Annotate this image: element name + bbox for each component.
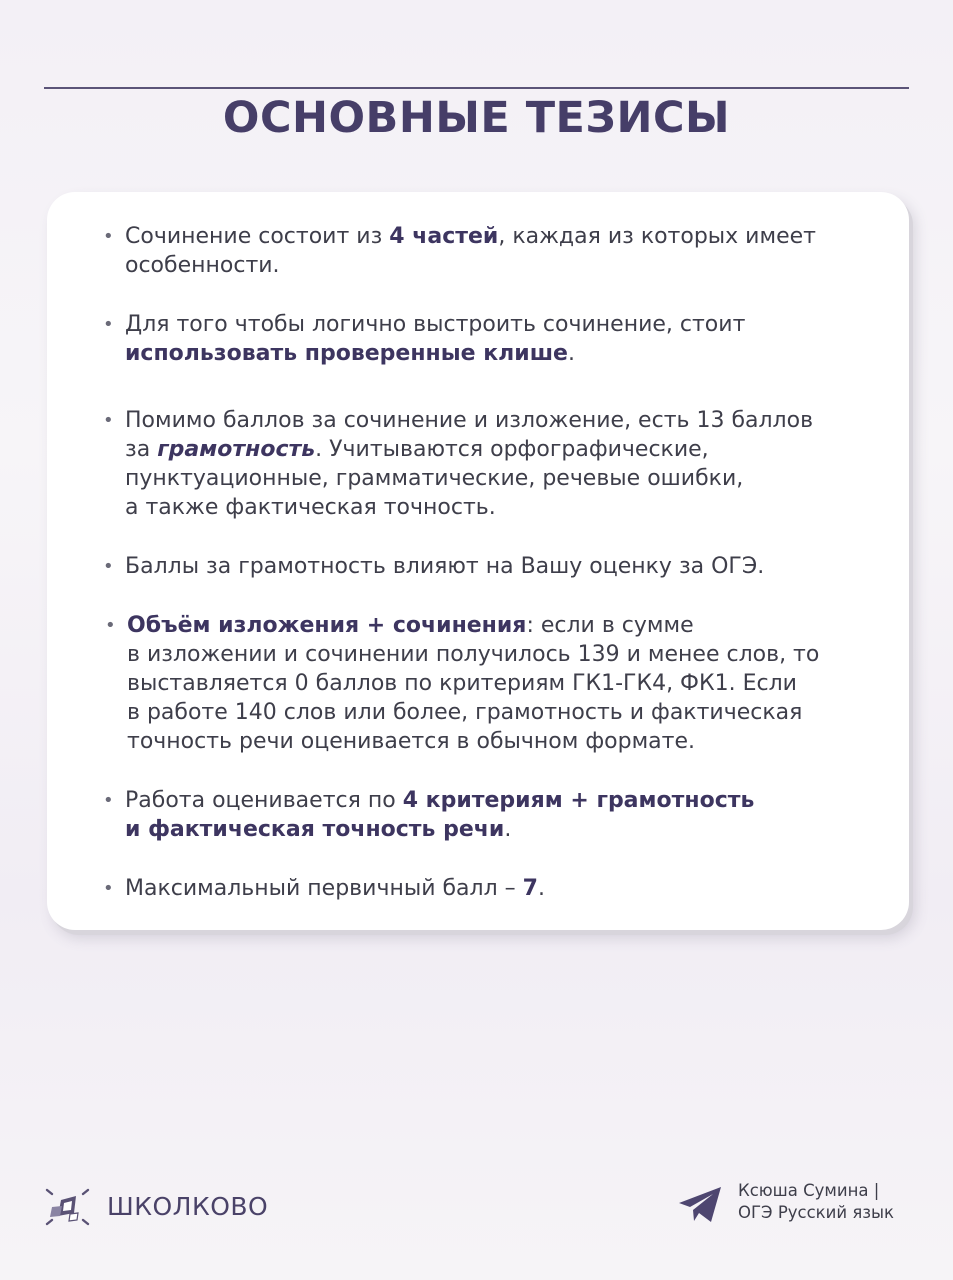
emphasis-italic-text: грамотность [157, 437, 316, 462]
thesis-line: пунктуационные, грамматические, речевые ошибки, [125, 466, 744, 491]
bullet-marker: • [103, 226, 114, 247]
bullet-marker: • [103, 410, 114, 431]
thesis-line: за грамотность. Учитываются орфографические, [125, 437, 709, 462]
emphasis-text: 4 частей [389, 224, 499, 249]
emphasis-text: 4 критериям + грамотность [402, 788, 755, 813]
bullet-marker: • [103, 314, 114, 335]
thesis-line: особенности. [125, 253, 280, 278]
thesis-line: точность речи оценивается в обычном формате. [127, 729, 695, 754]
bullet-marker: • [103, 878, 114, 899]
emphasis-text: использовать проверенные клише [125, 341, 568, 366]
thesis-line: Баллы за грамотность влияют на Вашу оценку за ОГЭ. [125, 554, 765, 579]
telegram-send-icon [678, 1186, 722, 1224]
thesis-line: Помимо баллов за сочинение и изложение, есть 13 баллов [125, 408, 814, 433]
thesis-line: в изложении и сочинении получилось 139 и менее слов, то [127, 642, 820, 667]
theses-card [47, 192, 909, 930]
thesis-line: Для того чтобы логично выстроить сочинение, стоит [125, 312, 746, 337]
thesis-line: выставляется 0 баллов по критериям ГК1-ГК4, ФК1. Если [127, 671, 797, 696]
thesis-line: Объём изложения + сочинения: если в сумме [127, 613, 694, 638]
thesis-line: и фактическая точность речи. [125, 817, 512, 842]
bullet-marker: • [103, 790, 114, 811]
thesis-text [127, 611, 867, 756]
thesis-text [125, 310, 865, 368]
thesis-text [125, 222, 865, 280]
thesis-line: а также фактическая точность. [125, 495, 496, 520]
emphasis-text: Объём изложения + сочинения [127, 613, 527, 638]
author-credit [738, 1180, 894, 1224]
bullet-marker: • [103, 556, 114, 577]
brand-name: ШКОЛКОВО [107, 1192, 269, 1221]
thesis-text [125, 786, 865, 844]
thesis-text [125, 406, 865, 522]
thesis-line: в работе 140 слов или более, грамотность и фактическая [127, 700, 803, 725]
page-title: ОСНОВНЫЕ ТЕЗИСЫ [222, 93, 731, 143]
thesis-text [125, 552, 865, 581]
emphasis-text: 7 [522, 876, 538, 901]
shkolkovo-logo-icon [44, 1186, 92, 1228]
thesis-line: Максимальный первичный балл – 7. [125, 876, 545, 901]
thesis-text [125, 874, 865, 903]
thesis-line: Работа оценивается по 4 критериям + грамотность [125, 788, 755, 813]
bullet-marker: • [105, 615, 116, 636]
author-name: Ксюша Сумина | [738, 1181, 880, 1200]
thesis-line: Сочинение состоит из 4 частей, каждая из которых имеет [125, 224, 816, 249]
course-name: ОГЭ Русский язык [738, 1203, 895, 1222]
emphasis-text: и фактическая точность речи [125, 817, 505, 842]
thesis-line: использовать проверенные клише. [125, 341, 575, 366]
